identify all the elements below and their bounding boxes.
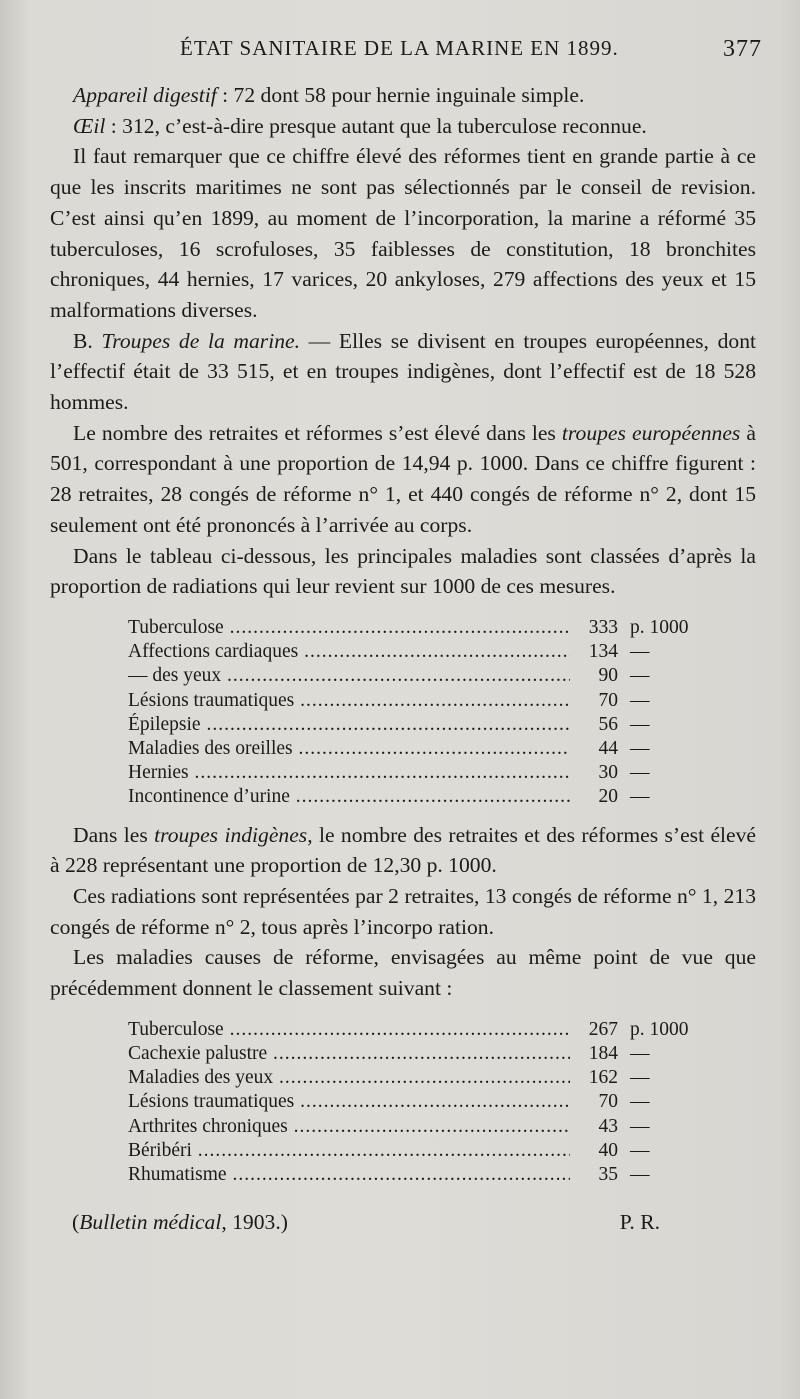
row-unit: — [630, 689, 650, 711]
table-row [128, 616, 726, 640]
table-row [128, 1042, 726, 1066]
row-value: 267 [588, 1018, 618, 1040]
table-row [128, 1066, 726, 1090]
label-oeil: Œil [73, 113, 106, 138]
source-title: Bulletin médical [79, 1210, 222, 1235]
term-europeennes: troupes européennes [561, 420, 741, 445]
label-digestif: Appareil digestif [73, 83, 217, 107]
paragraph-classement: Les maladies causes de réforme, envisagées au même point de vue que précédemment donnent le classement suivant : [50, 945, 756, 1001]
row-value: 40 [598, 1139, 618, 1161]
table-row [128, 1115, 726, 1139]
row-unit: — [630, 641, 650, 663]
row-unit: — [630, 1164, 650, 1186]
source-open: ( [72, 1210, 80, 1235]
row-unit: p. 1000 [630, 1018, 689, 1040]
table-row [128, 1163, 726, 1187]
paragraph-europeennes [50, 418, 756, 541]
paragraph-oeil [50, 111, 756, 142]
paragraph-tableau-intro: Dans le tableau ci-dessous, les principales maladies sont classées d’après la proportion de radiations qui leur revient sur 1000 de ces mesures. [50, 543, 756, 599]
row-label: Lésions traumatiques ..... [128, 1090, 570, 1114]
table-row [128, 713, 726, 737]
row-label: Incontinence d’urine ..... [128, 785, 570, 809]
text-europeennes-after: à 501, correspondant à une proportion de 14,94 p. 1000. Dans ce chiffre figurent : 28 retraites, 28 congés de réforme n° 1, et 440 congés de réforme n° 2, dont 15 seulement ont été prononcés à l’arrivée au corps. [50, 420, 756, 537]
text-europeennes-before: Le nombre des retraites et réformes s’est élevé dans les [73, 420, 562, 445]
row-unit: — [630, 1139, 650, 1161]
row-label: Tuberculose ..... [128, 1018, 570, 1042]
row-label: Affections cardiaques ..... [128, 640, 570, 664]
table-row [128, 1090, 726, 1114]
header-title: ÉTAT SANITAIRE DE LA MARINE EN 1899. [180, 36, 619, 60]
paragraph-indigenes [50, 820, 756, 881]
section-heading: Troupes de la marine. [101, 328, 300, 353]
maladies-table-indigenes [128, 1018, 726, 1187]
paragraph-digestif [50, 80, 756, 111]
row-unit: — [630, 1091, 650, 1113]
row-unit: p. 1000 [630, 616, 689, 638]
row-value: 30 [598, 762, 618, 784]
table-row [128, 785, 726, 809]
row-label: Maladies des yeux ..... [128, 1066, 570, 1090]
table-row [128, 1139, 726, 1163]
row-unit: — [630, 713, 650, 735]
row-value: 70 [598, 1091, 618, 1113]
running-header [180, 36, 762, 61]
paragraph-radiations: Ces radiations sont représentées par 2 retraites, 13 congés de réforme n° 1, 213 congés de réforme n° 2, tous après l’incorpo ration. [50, 883, 756, 939]
maladies-table-europeennes [128, 616, 726, 810]
text-indigenes-before: Dans les [73, 822, 155, 847]
table-row [128, 689, 726, 713]
row-unit: — [630, 1115, 650, 1137]
text-indigenes-after: , le nombre des retraites et des réformes s’est élevé à 228 représentant une proportion de 12,30 p. 1000. [50, 822, 757, 878]
row-unit: — [630, 1043, 650, 1064]
table-row [128, 1018, 726, 1042]
row-unit: — [630, 762, 650, 784]
row-unit: — [630, 1067, 650, 1089]
row-value: 35 [598, 1164, 618, 1186]
row-unit: — [630, 786, 650, 808]
row-unit: — [630, 737, 650, 759]
row-label: Béribéri ..... [128, 1139, 570, 1163]
row-label: Épilepsie ..... [128, 713, 570, 737]
paragraph-troupes [50, 326, 756, 418]
row-label: Hernies ..... [128, 761, 570, 785]
text-oeil: : 312, c’est-à-dire presque autant que la tuberculose reconnue. [105, 113, 647, 138]
row-value: 90 [598, 665, 618, 687]
row-label: Rhumatisme ..... [128, 1163, 570, 1187]
paragraph-reformes: Il faut remarquer que ce chiffre élevé des réformes tient en grande partie à ce que les inscrits maritimes ne sont pas sélectionnés par le conseil de revision. C’est ainsi qu’en 1899, au moment de l’incorporation, la marine a réformé 35 tuberculoses, 16 scrofuloses, 35 faiblesses de constitution, 18 bronchites chroniques, 44 hernies, 17 varices, 20 ankyloses, 279 affections des yeux et 15 malformations diverses. [50, 144, 756, 322]
source-footer [50, 1207, 756, 1238]
author-initials: P. R. [619, 1210, 660, 1235]
body-text [50, 80, 756, 1238]
term-indigenes: troupes indigènes [154, 822, 308, 847]
table-row [128, 664, 726, 688]
row-value: 43 [598, 1115, 618, 1137]
row-label: — des yeux ..... [128, 664, 570, 688]
page-number: 377 [723, 36, 762, 62]
source-date: , 1903.) [221, 1210, 288, 1235]
row-value: 44 [598, 737, 618, 759]
source-citation [72, 1207, 288, 1238]
table-row [128, 737, 726, 761]
row-label: Tuberculose ..... [128, 616, 570, 640]
row-value: 162 [588, 1067, 618, 1089]
text-digestif: : 72 dont 58 pour hernie inguinale simple. [216, 83, 585, 107]
row-value: 20 [598, 786, 618, 808]
row-value: 56 [598, 713, 618, 735]
table-row [128, 640, 726, 664]
row-value: 134 [588, 641, 618, 663]
section-text: — Elles se divisent en troupes européennes, dont l’effectif était de 33 515, et en troupes indigènes, dont l’effectif est de 18 528 hommes. [50, 328, 757, 415]
section-letter: B. [73, 328, 102, 353]
row-value: 70 [598, 689, 618, 711]
table-row [128, 761, 726, 785]
row-value: 333 [588, 616, 618, 638]
row-value: 184 [588, 1043, 618, 1064]
row-label: Maladies des oreilles ..... [128, 737, 570, 761]
row-unit: — [630, 665, 650, 687]
row-label: Arthrites chroniques ..... [128, 1115, 570, 1139]
row-label: Lésions traumatiques ..... [128, 689, 570, 713]
row-label: Cachexie palustre ..... [128, 1042, 570, 1066]
